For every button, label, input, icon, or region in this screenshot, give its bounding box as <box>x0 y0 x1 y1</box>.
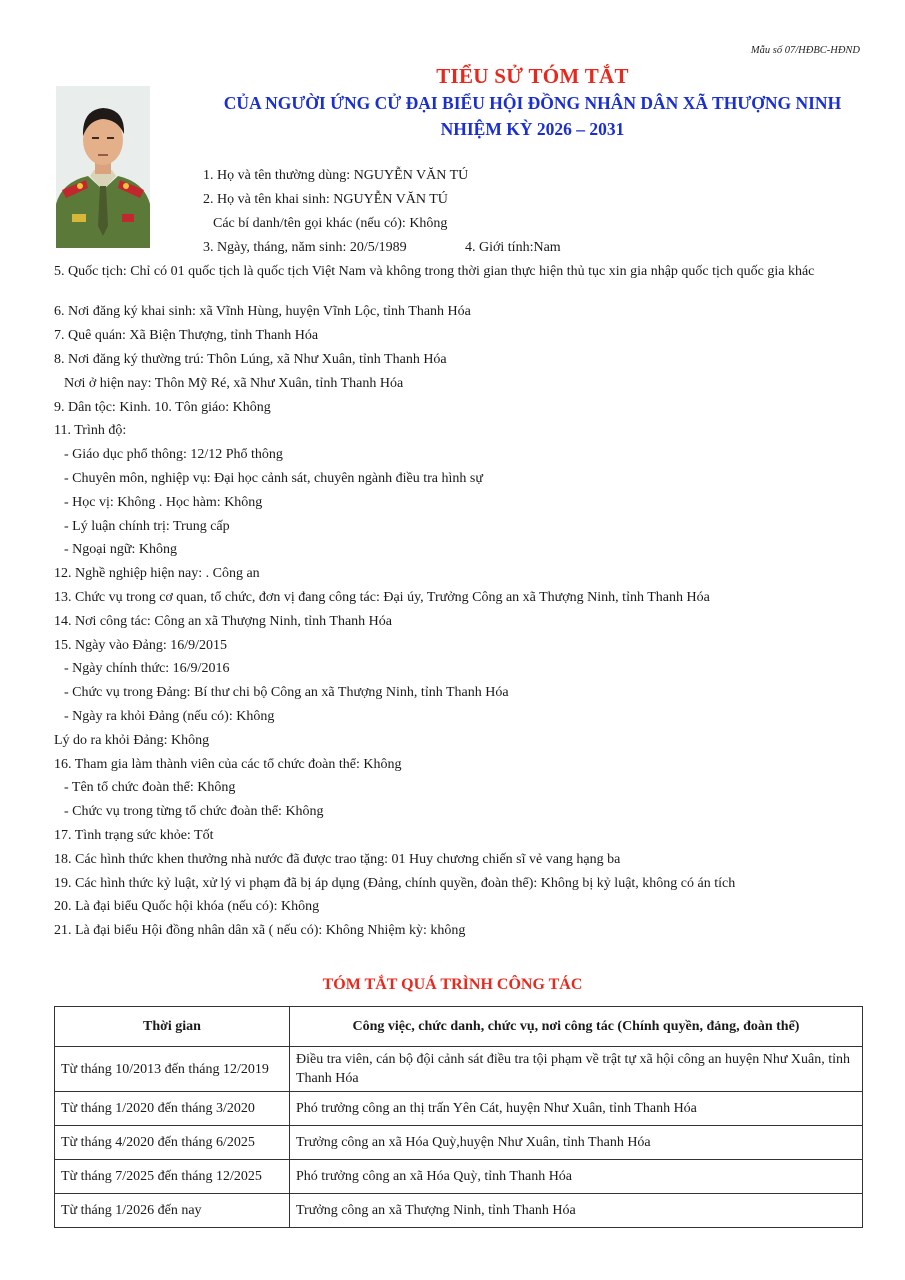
field-national-assembly: 20. Là đại biểu Quốc hội khóa (nếu có): Không <box>54 899 320 914</box>
field-common-name: 1. Họ và tên thường dùng: NGUYỄN VĂN TÚ <box>203 168 469 183</box>
field-specialization: - Chuyên môn, nghiệp vụ: Đại học cảnh sát, chuyên ngành điều tra hình sự <box>64 471 483 486</box>
field-organizations: 16. Tham gia làm thành viên của các tổ chức đoàn thể: Không <box>54 757 402 772</box>
field-permanent-residence: 8. Nơi đăng ký thường trú: Thôn Lúng, xã Như Xuân, tỉnh Thanh Hóa <box>54 352 447 367</box>
field-party-leave-reason: Lý do ra khỏi Đảng: Không <box>54 733 210 748</box>
field-awards: 18. Các hình thức khen thưởng nhà nước đã được trao tặng: 01 Huy chương chiến sĩ vẻ vang hạng ba <box>54 852 621 867</box>
field-current-residence: Nơi ở hiện nay: Thôn Mỹ Ré, xã Như Xuân, tỉnh Thanh Hóa <box>64 376 404 391</box>
table-cell-time: Từ tháng 10/2013 đến tháng 12/2019 <box>55 1047 290 1092</box>
table-cell-time: Từ tháng 7/2025 đến tháng 12/2025 <box>55 1160 290 1194</box>
field-hometown: 7. Quê quán: Xã Biện Thượng, tỉnh Thanh Hóa <box>54 328 319 343</box>
field-political-theory: - Lý luận chính trị: Trung cấp <box>64 519 230 534</box>
field-organization-position: - Chức vụ trong từng tổ chức đoàn thể: Không <box>64 804 324 819</box>
table-cell-time: Từ tháng 1/2020 đến tháng 3/2020 <box>55 1092 290 1126</box>
table-header-job: Công việc, chức danh, chức vụ, nơi công tác (Chính quyền, đảng, đoàn thể) <box>290 1007 863 1047</box>
document-title: TIỂU SỬ TÓM TẮT <box>436 64 629 88</box>
form-code: Mẫu số 07/HĐBC-HĐND <box>750 45 860 56</box>
field-position: 13. Chức vụ trong cơ quan, tổ chức, đơn vị đang công tác: Đại úy, Trưởng Công an xã Thượng Ninh, tỉnh Thanh Hóa <box>54 590 710 605</box>
field-council-delegate: 21. Là đại biểu Hội đồng nhân dân xã ( nếu có): Không Nhiệm kỳ: không <box>54 923 466 938</box>
table-row <box>55 1047 863 1092</box>
field-foreign-language: - Ngoại ngữ: Không <box>64 542 177 557</box>
table-row <box>55 1126 863 1160</box>
table-cell-job: Phó trưởng công an xã Hóa Quỳ, tỉnh Thanh Hóa <box>290 1160 863 1194</box>
table-row <box>55 1160 863 1194</box>
document-term: NHIỆM KỲ 2026 – 2031 <box>440 119 625 139</box>
candidate-photo <box>56 86 150 248</box>
field-party-join-date: 15. Ngày vào Đảng: 16/9/2015 <box>54 638 228 653</box>
table-cell-time: Từ tháng 1/2026 đến nay <box>55 1194 290 1228</box>
field-party-leave-date: - Ngày ra khỏi Đảng (nếu có): Không <box>64 709 275 724</box>
field-nationality: 5. Quốc tịch: Chỉ có 01 quốc tịch là quốc tịch Việt Nam và không trong thời gian thực hiện thủ tục xin gia nhập quốc tịch quốc gia khác <box>54 264 815 279</box>
field-gender: 4. Giới tính:Nam <box>465 240 561 255</box>
field-workplace: 14. Nơi công tác: Công an xã Thượng Ninh, tỉnh Thanh Hóa <box>54 614 392 629</box>
work-history-table <box>54 1006 863 1228</box>
field-discipline: 19. Các hình thức kỷ luật, xử lý vi phạm đã bị áp dụng (Đảng, chính quyền, đoàn thể): Không bị kỷ luật, không có án tích <box>54 876 736 891</box>
table-header-row <box>55 1007 863 1047</box>
field-party-official-date: - Ngày chính thức: 16/9/2016 <box>64 661 230 676</box>
field-degree: - Học vị: Không . Học hàm: Không <box>64 495 263 510</box>
field-aliases: Các bí danh/tên gọi khác (nếu có): Không <box>213 216 448 231</box>
field-health: 17. Tình trạng sức khỏe: Tốt <box>54 828 214 843</box>
table-cell-job: Điều tra viên, cán bộ đội cảnh sát điều tra tội phạm về trật tự xã hội công an huyện Như Xuân, tỉnh Thanh Hóa <box>290 1047 863 1092</box>
field-education-heading: 11. Trình độ: <box>54 423 127 438</box>
field-birth-date: 3. Ngày, tháng, năm sinh: 20/5/1989 <box>203 240 407 255</box>
table-cell-time: Từ tháng 4/2020 đến tháng 6/2025 <box>55 1126 290 1160</box>
table-row <box>55 1092 863 1126</box>
field-ethnicity-religion: 9. Dân tộc: Kinh. 10. Tôn giáo: Không <box>54 400 271 415</box>
portrait-image <box>56 86 150 248</box>
work-history-title: TÓM TẮT QUÁ TRÌNH CÔNG TÁC <box>322 976 583 993</box>
document-subtitle: CỦA NGƯỜI ỨNG CỬ ĐẠI BIỂU HỘI ĐỒNG NHÂN DÂN XÃ THƯỢNG NINH <box>223 93 842 113</box>
table-cell-job: Phó trưởng công an thị trấn Yên Cát, huyện Như Xuân, tỉnh Thanh Hóa <box>290 1092 863 1126</box>
table-cell-job: Trưởng công an xã Hóa Quỳ,huyện Như Xuân, tỉnh Thanh Hóa <box>290 1126 863 1160</box>
field-birth-name: 2. Họ và tên khai sinh: NGUYỄN VĂN TÚ <box>203 192 448 207</box>
field-organization-name: - Tên tổ chức đoàn thể: Không <box>64 780 236 795</box>
field-birth-registration: 6. Nơi đăng ký khai sinh: xã Vĩnh Hùng, huyện Vĩnh Lộc, tỉnh Thanh Hóa <box>54 304 471 319</box>
table-header-time: Thời gian <box>55 1007 290 1047</box>
field-occupation: 12. Nghề nghiệp hiện nay: . Công an <box>54 566 260 581</box>
field-party-position: - Chức vụ trong Đảng: Bí thư chi bộ Công an xã Thượng Ninh, tỉnh Thanh Hóa <box>64 685 509 700</box>
title-block <box>160 64 905 140</box>
field-general-education: - Giáo dục phổ thông: 12/12 Phổ thông <box>64 447 283 462</box>
table-row <box>55 1194 863 1228</box>
table-cell-job: Trưởng công an xã Thượng Ninh, tỉnh Thanh Hóa <box>290 1194 863 1228</box>
